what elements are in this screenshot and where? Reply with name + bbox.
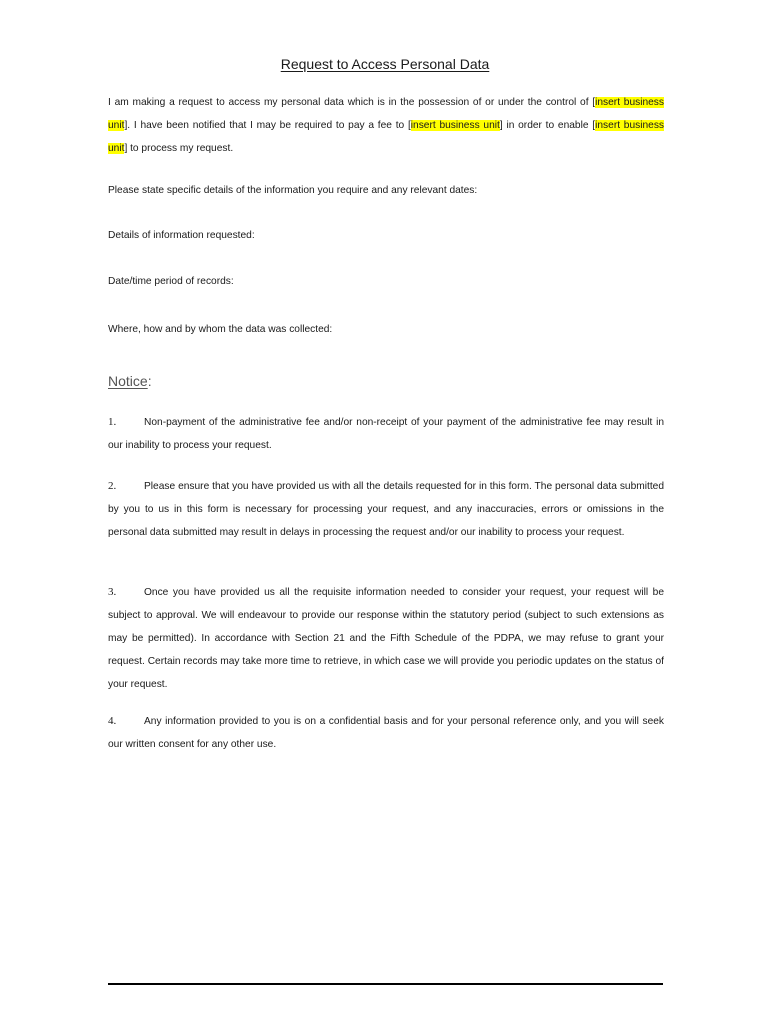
- intro-text-1: I am making a request to access my personal data which is in the possession of or under the control of [: [108, 97, 596, 108]
- notice-item-text: Please ensure that you have provided us with all the details requested for in this form. The personal data submitted by you to us in this form is necessary for processing your request, and any inaccuracies, errors or omissions in the personal data submitted may result in delays in processing the request and/or our inability to process your request.: [108, 481, 664, 538]
- notice-item-number: 2.: [108, 480, 117, 492]
- field-details-label: Details of information requested:: [108, 230, 255, 241]
- placeholder-business-unit-3: insert business unit: [108, 120, 665, 154]
- notice-heading: [108, 373, 152, 389]
- placeholder-business-unit-2: insert business unit: [410, 120, 500, 131]
- field-period-label: Date/time period of records:: [108, 276, 234, 287]
- footer-rule: [108, 983, 663, 985]
- notice-item-4: [108, 710, 664, 756]
- notice-item-text: Any information provided to you is on a confidential basis and for your personal reference only, and you will seek our written consent for any other use.: [108, 716, 664, 750]
- notice-item-text: Once you have provided us all the requisite information needed to consider your request, your request will be subject to approval. We will endeavour to provide our response within the statutory period (subject to such extensions as may be permitted). In accordance with Section 21 and the Fifth Schedule of the PDPA, we may refuse to grant your request. Certain records may take more time to retrieve, in which case we will provide you periodic updates on the status of your request.: [108, 587, 664, 690]
- notice-item-2: [108, 475, 664, 544]
- notice-heading-text: Notice: [108, 373, 148, 389]
- intro-text-4: ] to process my request.: [124, 143, 234, 154]
- intro-text-3: ] in order to enable [: [499, 120, 596, 131]
- notice-item-3: [108, 581, 664, 696]
- notice-item-number: 1.: [108, 416, 117, 428]
- notice-item-number: 4.: [108, 715, 117, 727]
- notice-item-number: 3.: [108, 586, 117, 598]
- notice-heading-colon: :: [147, 373, 152, 389]
- notice-item-text: Non-payment of the administrative fee and/or non-receipt of your payment of the administrative fee may result in our inability to process your request.: [108, 417, 664, 451]
- details-prompt: Please state specific details of the information you require and any relevant dates:: [108, 185, 478, 196]
- placeholder-business-unit-1: insert business unit: [108, 97, 664, 131]
- document-title: [0, 56, 770, 72]
- intro-paragraph: [108, 91, 664, 160]
- field-collection-label: Where, how and by whom the data was collected:: [108, 324, 333, 335]
- intro-text-2: ]. I have been notified that I may be required to pay a fee to [: [124, 120, 411, 131]
- notice-item-1: [108, 411, 664, 457]
- document-title-text: Request to Access Personal Data: [280, 56, 490, 72]
